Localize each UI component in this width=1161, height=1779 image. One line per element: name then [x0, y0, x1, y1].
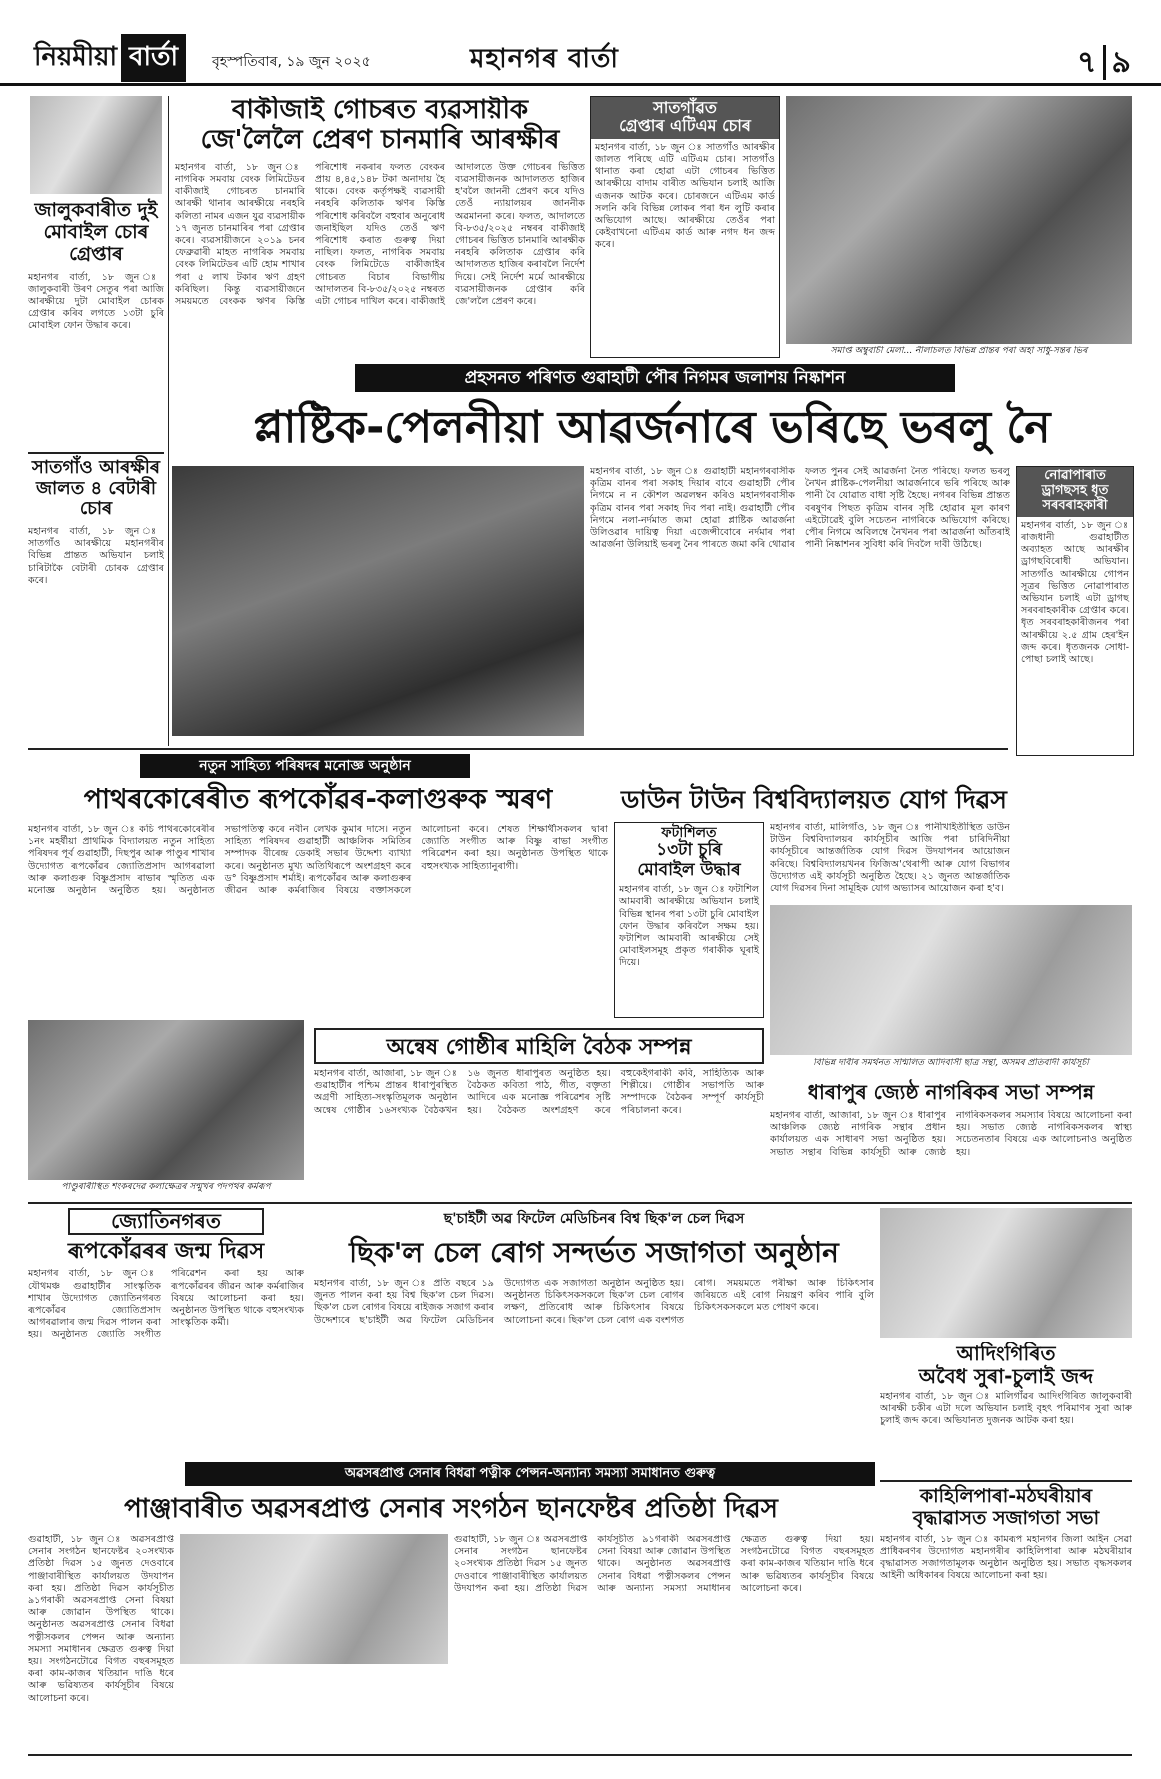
lead-headline: প্লাষ্টিক-পেলনীয়া আৱৰ্জনাৰে ভৰিছে ভৰলু নৈ: [253, 402, 1051, 453]
page-bottom-rule: [28, 1754, 1132, 1756]
retired-soldier-body-a: গুৱাহাটী, ১৮ জুন ঃ অৱসৰপ্ৰাপ্ত সেনাৰ সংগঠন ছানফেষ্টৰ ২০সংখ্যক প্ৰতিষ্ঠা দিৱস ১৫ জুনত দেওবাৰে পাঞ্জাবাৰীস্থিত কাৰ্যালয়ত উদযাপন কৰা হয়। প্ৰতিষ্ঠা দিৱস কাৰ্যসূচীত ৯১গৰাকী অৱসৰপ্ৰাপ্ত সেনা বিষয়া আৰু জোৱান উপস্থিত থাকে। অনুষ্ঠানত অৱসৰপ্ৰাপ্ত সেনাৰ বিধৱা পত্নীসকলৰ পেন্সন আৰু অন্যান্য সমস্যা সমাধানৰ ক্ষেত্ৰত গুৰুত্ব দিয়া হয়। সংগঠনটোৱে বিগত বছৰসমূহত কৰা কাম-কাজৰ খতিয়ান দাঙি ধৰে আৰু ভৱিষ্যতৰ কাৰ্যসূচীৰ বিষয়ে আলোচনা কৰে।: [28, 1534, 174, 1704]
sicklecell-headline: ছিক'ল চেল ৰোগ সন্দৰ্ভত সজাগতা অনুষ্ঠান: [349, 1236, 839, 1269]
noapara-story: [1016, 466, 1134, 756]
story-headline-line2: ড্ৰাগছসহ ধৃত সৰবৰাহকাৰী: [1017, 484, 1133, 517]
story-headline-line1: নোৱাপাৰাত: [1017, 467, 1133, 484]
kahilipara-story: [880, 1480, 1132, 1748]
police-group-photo: [30, 96, 162, 194]
adingiri-seizure-photo: [880, 1208, 1132, 1338]
story-body: মহানগৰ বাৰ্তা, ১৮ জুন ঃ নাগৰিক সমবায় বেংক লিমিটেডৰ বাকীজাই গোচৰত চানমাৰি আৰক্ষী থানাৰ আৰক্ষীয়ে নৰহৰি কলিতা নামৰ এজন যুৱ ব্যৱসায়ীক ১৭ জুনত চানমাৰিৰ পৰা গ্ৰেপ্তাৰ কৰে। ব্যৱসায়ীজনে ২০১৯ চনৰ ফেব্ৰুৱাৰী মাহত নাগৰিক সমবায় বেংক লিমিটেডৰ এটি হোম শাখাৰ পৰা ৫ লাখ টকাৰ ঋণ গ্ৰহণ কৰিছিল। কিন্তু ব্যৱসায়ীজনে সময়মতে বেংকক ঋণৰ কিস্তি পৰিশোধ নকৰাৰ ফলত বেংকৰ প্ৰায় ৪,৪৫,১৪৮ টকা অনাদায় হৈ থাকে। বেংক কৰ্তৃপক্ষই ব্যৱসায়ী নৰহৰি কলিতাক ঋণৰ কিস্তি পৰিশোধ কৰিবলৈ বহুবাৰ অনুৰোধ জনাইছিল যদিও তেওঁ ঋণ পৰিশোধ কৰাত গুৰুত্ব দিয়া নাছিল। ফলত, নাগৰিক সমবায় বেংক লিমিটেডে বাকীজাইৰ গোচৰত বিচাৰ বিভাগীয় আদালতৰ বি-৮৩৫/২০২৫ নম্বৰত এটা গোচৰ দাখিল কৰে। বাকীজাই আদালতে উক্ত গোচৰৰ ভিত্তিত ব্যৱসায়ীজনক আদালতত হাজিৰ হ'বলৈ জাননী প্ৰেৰণ কৰে যদিও তেওঁ ন্যায়ালয়ৰ জাননীক অৱমাননা কৰে। ফলত, আদালতে বি-৮৩৫/২০২৫ নম্বৰৰ বাকীজাই গোচৰৰ ভিত্তিত চানমাৰি আৰক্ষীক নৰহৰি কলিতাক গ্ৰেপ্তাৰ কৰি আদালতত হাজিৰ কৰাবলৈ নিৰ্দেশ দিয়ে। সেই নিৰ্দেশ মৰ্মে আৰক্ষীয়ে ব্যৱসায়ীজনক গ্ৰেপ্তাৰ কৰি জে'ললৈ প্ৰেৰণ কৰে।: [175, 161, 585, 308]
page-number: ৭ ৯: [1077, 45, 1131, 80]
story-body: মহানগৰ বাৰ্তা, ১৮ জুন ঃ সাতগাঁও আৰক্ষীৰ জালত পৰিছে এটি এটিএম চোৰ। সাতগাঁও থানাত কৰা হোৱা এটা গোচৰৰ ভিত্তিত আৰক্ষীয়ে বাদাম বাৰীত অভিযান চলাই আজি এজনক আটক কৰে। চোৰজনে এটিএম কাৰ্ড সলনি কৰি বিভিন্ন লোকৰ পৰা ধন লুটি কৰাৰ অভিযোগ আছে। আৰক্ষীয়ে তেওঁৰ পৰা কেইবাখনো এটিএম কাৰ্ড আৰু নগদ ধন জব্দ কৰে।: [595, 141, 775, 251]
story-headline-line2: জে'লৈলৈ প্ৰেৰণ চানমাৰি আৰক্ষীৰ: [200, 124, 560, 155]
section-rule: [28, 748, 1008, 750]
jyotinagar-story: [28, 1208, 304, 1458]
section-rule: [28, 1202, 1132, 1204]
sahitya-headline: পাথৰকোৰেৰীত ৰূপকোঁৱৰ-কলাগুৰুক স্মৰণ: [83, 784, 553, 815]
story-headline-line2: অবৈধ সুৰা-চুলাই জব্দ: [918, 1364, 1094, 1388]
ambubachi-photo: [786, 96, 1132, 344]
downtown-headline: ডাউন টাউন বিশ্ববিদ্যালয়ত যোগ দিৱস: [621, 785, 1007, 814]
story-headline-line2: গ্ৰেপ্তাৰ এটিএম চোৰ: [591, 117, 779, 138]
sicklecell-kicker: ছ'চাইটী অৱ ফিটেল মেডিচিনৰ বিশ্ব ছিক'ল চেল দিৱস: [443, 1211, 745, 1227]
bharalu-river-photo: [172, 466, 584, 736]
sahitya-body: মহানগৰ বাৰ্তা, ১৮ জুন ঃ কচি পাথৰকোৰেৰীৰ ১নং মহৰ্ষীয়া প্ৰাথমিক বিদ্যালয়ত নতুন সাহিত্য পৰিষদৰ পূৰ্ব গুৱাহাটী, দিছপুৰ আৰু পাণ্ডুৰ শাখাৰ উদ্যোগত ৰূপকোঁৱৰ জ্যোতিপ্ৰসাদ আগৰৱালা আৰু কলাগুৰু বিষ্ণুপ্ৰসাদ ৰাভাৰ স্মৃতিত এক মনোজ্ঞ অনুষ্ঠান অনুষ্ঠিত হয়। অনুষ্ঠানত সভাপতিত্ব কৰে নবীন লেখক কুমাৰ দাসে। নতুন সাহিত্য পৰিষদৰ গুৱাহাটী আঞ্চলিক সমিতিৰ সম্পাদক বীৰেন্দ্ৰ ডেকাই সভাৰ উদ্দেশ্য ব্যাখ্যা কৰে। অনুষ্ঠানত মুখ্য অতিথিৰূপে অংশগ্ৰহণ কৰে ড° বিষ্ণুপ্ৰসাদ শৰ্মাই। ৰূপকোঁৱৰ আৰু কলাগুৰুৰ জীৱন আৰু কৰ্মৰাজিৰ বিষয়ে বক্তাসকলে আলোচনা কৰে। শেষত শিক্ষাৰ্থীসকলৰ দ্বাৰা জ্যোতি সংগীত আৰু বিষ্ণু ৰাভা সংগীত পৰিৱেশন কৰা হয়। অনুষ্ঠানত উপস্থিত থাকে বহুসংখ্যক সাহিত্যানুৰাগী।: [28, 824, 608, 897]
story-headline-line1: বাকীজাই গোচৰত ব্যৱসায়ীক: [231, 96, 529, 125]
masthead: [0, 0, 1161, 86]
dharapur-headline: ধাৰাপুৰ জ্যেষ্ঠ নাগৰিকৰ সভা সম্পন্ন: [807, 1080, 1095, 1104]
satgaon-battery-story: [28, 452, 164, 742]
sicklecell-body: মহানগৰ বাৰ্তা, ১৮ জুন ঃ প্ৰতি বছৰে ১৯ জুনত পালন কৰা হয় বিশ্ব ছিক'ল চেল দিৱস। ছিক'ল চেল ৰোগৰ বিষয়ে ৰাইজক সজাগ কৰাৰ উদ্দেশ্যৰে ছ'চাইটী অৱ ফিটেল মেডিচিনৰ উদ্যোগত এক সজাগতা অনুষ্ঠান অনুষ্ঠিত হয়। অনুষ্ঠানত চিকিৎসকসকলে ছিক'ল চেল ৰোগৰ লক্ষণ, প্ৰতিৰোধ আৰু চিকিৎসাৰ বিষয়ে আলোচনা কৰে। ছিক'ল চেল ৰোগ এক বংশগত ৰোগ। সময়মতে পৰীক্ষা আৰু চিকিৎসাৰ জৰিয়তে এই ৰোগ নিয়ন্ত্ৰণ কৰিব পাৰি বুলি চিকিৎসকসকলে মত পোষণ কৰে।: [314, 1278, 874, 1326]
dateline: বৃহস্পতিবাৰ, ১৯ জুন ২০২৫: [212, 54, 371, 70]
jalukbari-story: [28, 196, 164, 446]
adingiri-story: [880, 1342, 1132, 1474]
protest-photo: [770, 905, 1132, 1055]
story-headline-line1: কাহিলিপাৰা-মঠঘৰীয়াৰ: [919, 1485, 1093, 1507]
anwesh-body: মহানগৰ বাৰ্তা, আজাৰা, ১৮ জুন ঃ গুৱাহাটীৰ পশ্চিম প্ৰান্তৰ ধাৰাপুৰস্থিত অগ্ৰণী সাহিত্য-সংস্কৃতিমূলক অনুষ্ঠান অন্বেষ গোষ্ঠীৰ ১৬সংখ্যক বৈঠকখন ১৬ জুনত ধাৰাপুৰত অনুষ্ঠিত হয়। বৈঠকত কবিতা পাঠ, গীত, বক্তৃতা আদিৰে এক মনোজ্ঞ পৰিৱেশৰ সৃষ্টি হয়। বৈঠকত অংশগ্ৰহণ কৰে বহুকেইগৰাকী কবি, সাহিত্যিক আৰু শিল্পীয়ে। গোষ্ঠীৰ সভাপতি আৰু সম্পাদকে বৈঠকৰ সম্পূৰ্ণ কাৰ্যসূচী পৰিচালনা কৰে।: [314, 1068, 764, 1116]
story-headline-line1: আদিংগিৰিত: [956, 1342, 1056, 1365]
retired-soldier-kicker: অৱসৰপ্ৰাপ্ত সেনাৰ বিধৱা পত্নীক পেন্সন-অন্যান্য সমস্যা সমাধানত গুৰুত্ব: [185, 1462, 875, 1486]
story-headline-line1: জ্যোতিনগৰত: [68, 1208, 264, 1235]
logo-right: বাৰ্তা: [121, 34, 186, 82]
story-headline-line1: ফটাশিলত: [661, 825, 717, 841]
logo-left: নিয়মীয়া: [34, 42, 118, 72]
story-body: মহানগৰ বাৰ্তা, ১৮ জুন ঃ ফটাশিল আমবাৰী আৰক্ষীয়ে অভিযান চলাই বিভিন্ন স্থানৰ পৰা ১৩টা চুৰি মোবাইল ফোন উদ্ধাৰ কৰিবলৈ সক্ষম হয়। ফটাশিল আমবাৰী আৰক্ষীয়ে সেই মোবাইলসমূহ প্ৰকৃত গৰাকীক ঘূৰাই দিয়ে।: [619, 884, 759, 969]
fatashil-story: [614, 822, 764, 1018]
story-headline: সাতগাঁও আৰক্ষীৰ জালত ৪ বেটাৰী চোৰ: [31, 457, 161, 520]
story-headline-line2: ৰূপকোঁৱৰৰ জন্ম দিৱস: [67, 1239, 265, 1264]
anwesh-headline: অন্বেষ গোষ্ঠীৰ মাহিলি বৈঠক সম্পন্ন: [314, 1028, 764, 1064]
photo-caption: বিভিন্ন দাবীৰ সমৰ্থনত সন্মিলিত আদিবাসী ছাত্ৰ সন্থা, অসমৰ প্ৰতিবাদী কাৰ্যসূচী: [813, 1058, 1089, 1068]
dharapur-body: মহানগৰ বাৰ্তা, আজাৰা, ১৮ জুন ঃ ধাৰাপুৰ আঞ্চলিক জ্যেষ্ঠ নাগৰিক সন্থাৰ প্ৰধান কাৰ্যালয়ত এক সাধাৰণ সভা অনুষ্ঠিত হয়। সভাত সন্থাৰ বিভিন্ন কাৰ্যসূচী আৰু জ্যেষ্ঠ নাগৰিকসকলৰ সমস্যাৰ বিষয়ে আলোচনা কৰা হয়। সভাত জ্যেষ্ঠ নাগৰিকসকলৰ স্বাস্থ্য সচেতনতাৰ বিষয়ে এক আলোচনাও অনুষ্ঠিত হয়।: [770, 1110, 1132, 1158]
story-body: মহানগৰ বাৰ্তা, ১৮ জুন ঃ যৌথমঞ্চ গুৱাহাটীৰ সাংস্কৃতিক শাখাৰ উদ্যোগত জ্যোতিনগৰত ৰূপকোঁৱৰ জ্যোতিপ্ৰসাদ আগৰৱালাৰ জন্ম দিৱস পালন কৰা হয়। অনুষ্ঠানত জ্যোতি সংগীত পৰিৱেশন কৰা হয় আৰু ৰূপকোঁৱৰৰ জীৱন আৰু কৰ্মৰাজিৰ বিষয়ে আলোচনা কৰা হয়। অনুষ্ঠানত উপস্থিত থাকে বহুসংখ্যক সাংস্কৃতিক কৰ্মী।: [28, 1268, 304, 1341]
story-body: মহানগৰ বাৰ্তা, ১৮ জুন ঃ জালুকবাৰী উৰণ সেতুৰ পৰা আজি আৰক্ষীয়ে দুটা মোবাইল চোৰক গ্ৰেপ্তাৰ কৰিব লগতে ১৩টা চুৰি মোবাইল ফোন উদ্ধাৰ কৰে।: [28, 271, 164, 332]
bakijai-story: [175, 96, 585, 356]
story-body: মহানগৰ বাৰ্তা, ১৮ জুন ঃ ৰাজধানী গুৱাহাটীত অব্যাহত আছে আৰক্ষীৰ ড্ৰাগছবিৰোধী অভিযান। সাতগাঁও আৰক্ষীয়ে গোপন সূত্ৰৰ ভিত্তিত নোৱাপাৰাত অভিযান চলাই এটা ড্ৰাগছ সৰবৰাহকাৰীক গ্ৰেপ্তাৰ কৰে। ধৃত সৰবৰাহকাৰীজনৰ পৰা আৰক্ষীয়ে ২.৫ গ্ৰাম হেৰ'ইন জব্দ কৰে। ধৃতজনক সোধা-পোছা চলাই আছে।: [1021, 519, 1129, 666]
newspaper-logo: [30, 38, 186, 78]
story-body: মহানগৰ বাৰ্তা, ১৮ জুন ঃ মালিগাঁৱৰ আদিংগিৰিত জালুকবাৰী আৰক্ষী চকীৰ এটা দলে অভিযান চলাই বৃহৎ পৰিমাণৰ সুৰা আৰু চুলাই জব্দ কৰে। অভিযানত দুজনক আটক কৰা হয়।: [880, 1391, 1132, 1427]
photo-caption: সমাপ্ত অম্বুবাচী মেলা... নীলাচলত বিভিন্ন প্ৰান্তৰ পৰা অহা সাধু-সন্তৰ ভিৰ: [830, 346, 1088, 356]
veterans-group-photo: [180, 1534, 448, 1664]
pandu-footpath-photo: [28, 1020, 304, 1180]
story-body: মহানগৰ বাৰ্তা, ১৮ জুন ঃ সাতগাঁও আৰক্ষীয়ে মহানগৰীৰ বিভিন্ন প্ৰান্তত অভিযান চলাই চাৰিটাকৈ বেটাৰী চোৰক গ্ৰেপ্তাৰ কৰে।: [28, 526, 164, 586]
story-body: মহানগৰ বাৰ্তা, ১৮ জুন ঃ কামৰূপ মহানগৰ জিলা আইন সেৱা প্ৰাধিকৰণৰ উদ্যোগত মহানগৰীৰ কাহিলিপাৰা আৰু মঠঘৰীয়াৰ বৃদ্ধাৱাসত সজাগতামূলক অনুষ্ঠান অনুষ্ঠিত হয়। সভাত বৃদ্ধসকলৰ আইনী অধিকাৰৰ বিষয়ে আলোচনা কৰা হয়।: [880, 1533, 1132, 1582]
retired-soldier-body-b: গুৱাহাটী, ১৮ জুন ঃ অৱসৰপ্ৰাপ্ত সেনাৰ সংগঠন ছানফেষ্টৰ ২০সংখ্যক প্ৰতিষ্ঠা দিৱস ১৫ জুনত দেওবাৰে পাঞ্জাবাৰীস্থিত কাৰ্যালয়ত উদযাপন কৰা হয়। প্ৰতিষ্ঠা দিৱস কাৰ্যসূচীত ৯১গৰাকী অৱসৰপ্ৰাপ্ত সেনা বিষয়া আৰু জোৱান উপস্থিত থাকে। অনুষ্ঠানত অৱসৰপ্ৰাপ্ত সেনাৰ বিধৱা পত্নীসকলৰ পেন্সন আৰু অন্যান্য সমস্যা সমাধানৰ ক্ষেত্ৰত গুৰুত্ব দিয়া হয়। সংগঠনটোৱে বিগত বছৰসমূহত কৰা কাম-কাজৰ খতিয়ান দাঙি ধৰে আৰু ভৱিষ্যতৰ কাৰ্যসূচীৰ বিষয়ে আলোচনা কৰে।: [454, 1534, 874, 1594]
story-headline-line2: ১৩টা চুৰি: [656, 840, 722, 861]
story-headline-line1: সাতগাঁৱত: [591, 97, 779, 117]
column-rule: [168, 96, 169, 746]
sahitya-kicker: নতুন সাহিত্য পৰিষদৰ মনোজ্ঞ অনুষ্ঠান: [140, 754, 470, 778]
retired-soldier-headline: পাঞ্জাবাৰীত অৱসৰপ্ৰাপ্ত সেনাৰ সংগঠন ছানফেষ্টৰ প্ৰতিষ্ঠা দিৱস: [124, 1494, 778, 1524]
story-headline-line3: মোবাইল উদ্ধাৰ: [637, 859, 741, 880]
photo-caption: পাণ্ডুৰাৰীস্থিত শংকৰদেৱ কলাক্ষেত্ৰৰ সন্মুখৰ পদপথৰ কৰ্মৰূপ: [61, 1182, 271, 1192]
story-headline: জালুকবাৰীত দুই মোবাইল চোৰ গ্ৰেপ্তাৰ: [34, 199, 158, 265]
story-headline-line2: বৃদ্ধাৱাসত সজাগতা সভা: [912, 1506, 1100, 1529]
satgaon-atm-story: [590, 96, 780, 358]
section-title: মহানগৰ বাৰ্তা: [470, 44, 619, 74]
lead-body: মহানগৰ বাৰ্তা, ১৮ জুন ঃ গুৱাহাটী মহানগৰবাসীক কৃত্ৰিম বানৰ পৰা সকাহ দিয়াৰ বাবে গুৱাহাটী পৌৰ নিগমে ন ন কৌশল অৱলম্বন কৰিও মহানগৰবাসীক কৃত্ৰিম বানৰ পৰা সকাহ দিব পৰা নাই। গুৱাহাটী পৌৰ নিগমে নলা-নৰ্দমাত জমা হোৱা প্লাষ্টিক আৱৰ্জনা উলিওৱাৰ দায়িত্ব দিয়া এজেন্সীবোৰে নৰ্দমাৰ পৰা আৱৰ্জনা উলিয়াই ভৰলু নৈৰ পাৰতে জমা কৰি থোৱাৰ ফলত পুনৰ সেই আৱৰ্জনা নৈত পৰিছে। ফলত ভৰলু নৈখন প্লাষ্টিক-পেলনীয়া আৱৰ্জনাৰে ভৰি পৰিছে আৰু পানী বৈ যোৱাত বাধা সৃষ্টি হৈছে। নগৰৰ বিভিন্ন প্ৰান্তত বৰষুণৰ পিছত কৃত্ৰিম বানৰ সৃষ্টি হোৱাৰ মূল কাৰণ এইটোৱেই বুলি সচেতন নাগৰিকে অভিযোগ কৰিছে। পৌৰ নিগমে অবিলম্বে নৈখনৰ পৰা আৱৰ্জনা আঁতৰাই পানী নিষ্কাশনৰ সুবিধা কৰি দিবলৈ দাবী উঠিছে।: [590, 466, 1010, 551]
lead-kicker: প্ৰহসনত পৰিণত গুৱাহাটী পৌৰ নিগমৰ জলাশয় নিষ্কাশন: [355, 364, 955, 392]
downtown-body: মহানগৰ বাৰ্তা, মালিগাঁও, ১৮ জুন ঃ পানীখাইতীস্থিত ডাউন টাউন বিশ্ববিদ্যালয়ৰ কাৰ্যসূচীৰ আজি পৰা চাৰিদিনীয়া কাৰ্যসূচীৰে আন্তৰ্জাতিক যোগ দিৱস উদযাপনৰ আয়োজন কৰিছে। বিশ্ববিদ্যালয়খনৰ ফিজিঅ'থেৰাপী আৰু যোগ বিভাগৰ উদ্যোগত এই কাৰ্যসূচী অনুষ্ঠিত হৈছে। ২১ জুনত আন্তৰ্জাতিক যোগ দিৱসৰ দিনা সামূহিক যোগ অভ্যাসৰ আয়োজন কৰা হ'ব।: [770, 822, 1010, 895]
